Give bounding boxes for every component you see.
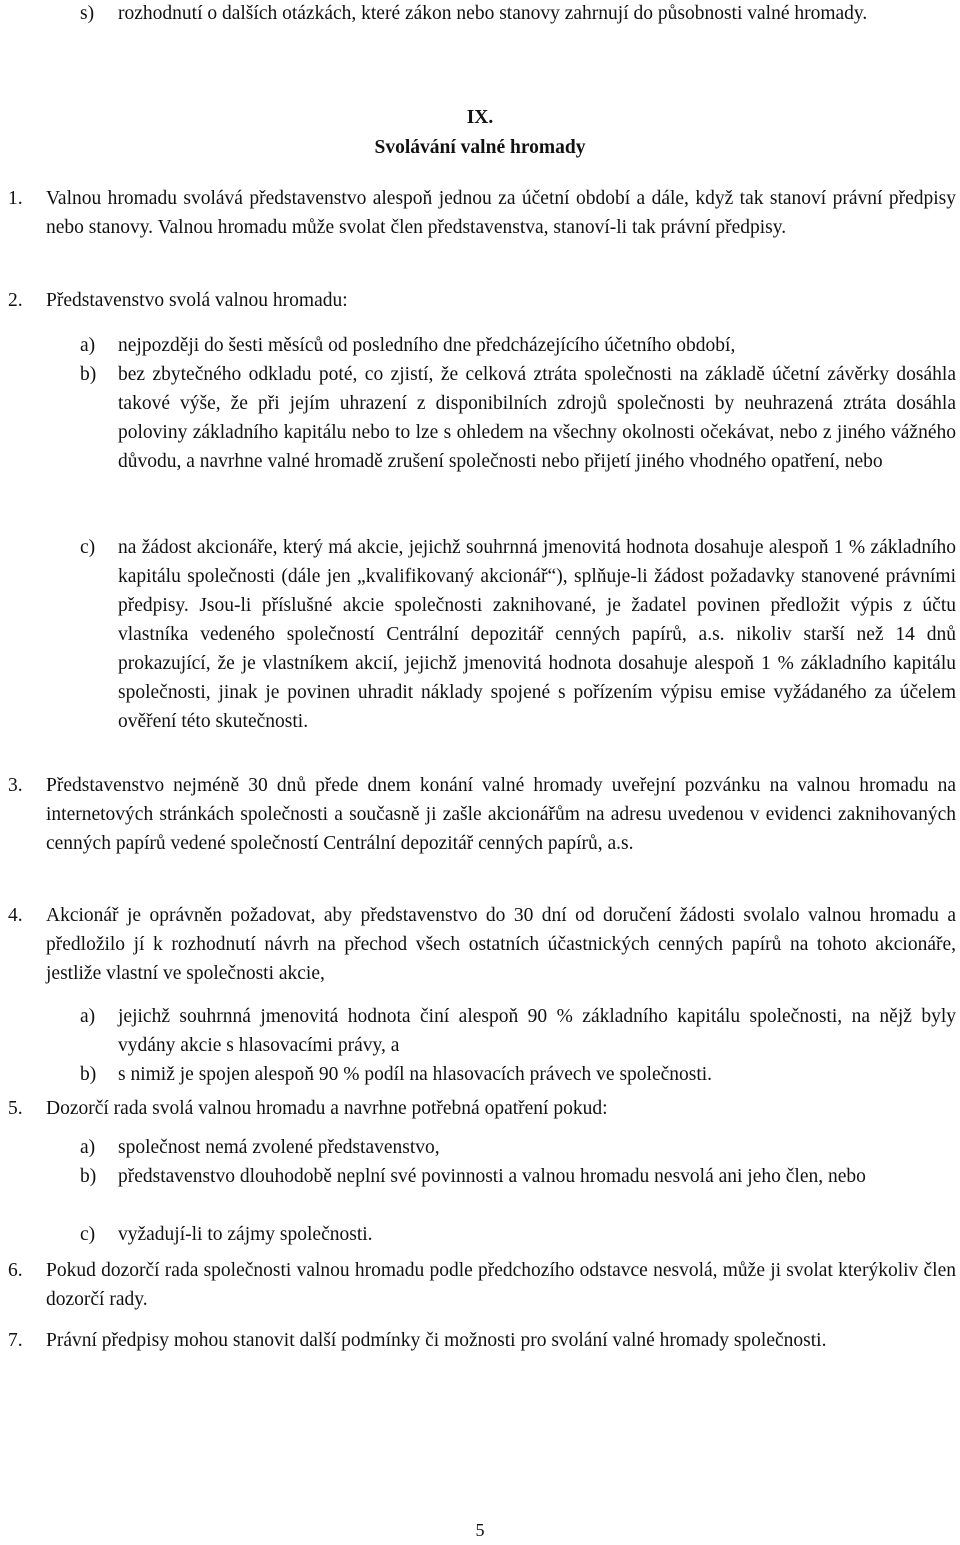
para-4b-text: s nimiž je spojen alespoň 90 % podíl na hlasovacích právech ve společnosti. [118, 1064, 713, 1085]
para-2-text: Představenstvo svolá valnou hromadu: [46, 290, 348, 311]
page-number: 5 [475, 1520, 485, 1540]
para-4a-text: jejichž souhrnná jmenovitá hodnota činí alespoň 90 % základního kapitálu společnosti, na nějž byly vydány akcie s hlasovacími právy, a [118, 1006, 956, 1056]
para-2-label: 2. [8, 290, 23, 311]
para-1-label: 1. [8, 188, 23, 209]
para-2a-text: nejpozději do šesti měsíců od posledního dne předcházejícího účetního období, [118, 335, 736, 356]
para-4b-label: b) [80, 1064, 97, 1085]
para-5a-label: a) [80, 1137, 96, 1158]
para-2c-text: na žádost akcionáře, který má akcie, jejichž souhrnná jmenovitá hodnota dosahuje alespoň 1 % základního kapitálu společnosti (dále jen „kvalifikovaný akcionář“), splňuje-li žádost požadavky stanovené právními předpisy. Jsou-li příslušné akcie společnosti zaknihované, je žadatel povinen předložit výpis z účtu vlastníka vedeného společností Centrální depozitář cenných papírů, a.s. nikoliv starší než 14 dnů prokazující, že je vlastníkem akcií, jejichž jmenovitá hodnota dosahuje alespoň 1 % základního kapitálu společnosti, jinak je povinen uhradit náklady spojené s pořízením výpisu emise vyžádaného za účelem ověření této skutečnosti. [118, 537, 956, 732]
para-7-label: 7. [8, 1330, 23, 1351]
para-2c-label: c) [80, 537, 96, 558]
para-5-text: Dozorčí rada svolá valnou hromadu a navrhne potřebná opatření pokud: [46, 1098, 608, 1119]
para-6-label: 6. [8, 1260, 23, 1281]
para-3-text: Představenstvo nejméně 30 dnů přede dnem konání valné hromady uveřejní pozvánku na valnou hromadu na internetových stránkách společnosti a současně ji zašle akcionářům na adresu uvedenou v evidenci zaknihovaných cenných papírů vedené společností Centrální depozitář cenných papírů, a.s. [46, 775, 956, 854]
para-5b-label: b) [80, 1166, 97, 1187]
para-6-text: Pokud dozorčí rada společnosti valnou hromadu podle předchozího odstavce nesvolá, může ji svolat kterýkoliv člen dozorčí rady. [46, 1260, 956, 1310]
item-s-text: rozhodnutí o dalších otázkách, které zákon nebo stanovy zahrnují do působnosti valné hromady. [118, 3, 868, 24]
para-5c-label: c) [80, 1224, 96, 1245]
para-4-text: Akcionář je oprávněn požadovat, aby představenstvo do 30 dní od doručení žádosti svolalo valnou hromadu a předložilo jí k rozhodnutí návrh na přechod všech ostatních účastnických cenných papírů na tohoto akcionáře, jestliže vlastní ve společnosti akcie, [46, 905, 956, 984]
para-4-label: 4. [8, 905, 23, 926]
section-title: Svolávání valné hromady [374, 137, 586, 158]
para-5b-text: představenstvo dlouhodobě neplní své povinnosti a valnou hromadu nesvolá ani jeho člen, nebo [118, 1166, 866, 1187]
para-1-text: Valnou hromadu svolává představenstvo alespoň jednou za účetní období a dále, když tak stanoví právní předpisy nebo stanovy. Valnou hromadu může svolat člen představenstva, stanoví-li tak právní předpisy. [46, 188, 956, 238]
para-5a-text: společnost nemá zvolené představenstvo, [118, 1137, 440, 1158]
item-s-label: s) [80, 3, 95, 24]
para-2b-label: b) [80, 364, 97, 385]
para-3-label: 3. [8, 775, 23, 796]
para-5c-text: vyžadují-li to zájmy společnosti. [118, 1224, 373, 1245]
para-2a-label: a) [80, 335, 96, 356]
para-4a-label: a) [80, 1006, 96, 1027]
para-5-label: 5. [8, 1098, 23, 1119]
para-7-text: Právní předpisy mohou stanovit další podmínky či možnosti pro svolání valné hromady společnosti. [46, 1330, 827, 1351]
section-number: IX. [466, 107, 494, 128]
para-2b-text: bez zbytečného odkladu poté, co zjistí, že celková ztráta společnosti na základě účetní závěrky dosáhla takové výše, že při jejím uhrazení z disponibilních zdrojů společnosti by neuhrazená ztráta dosáhla poloviny základního kapitálu nebo to lze s ohledem na všechny okolnosti očekávat, nebo z jiného vážného důvodu, a navrhne valné hromadě zrušení společnosti nebo přijetí jiného vhodného opatření, nebo [118, 364, 956, 472]
